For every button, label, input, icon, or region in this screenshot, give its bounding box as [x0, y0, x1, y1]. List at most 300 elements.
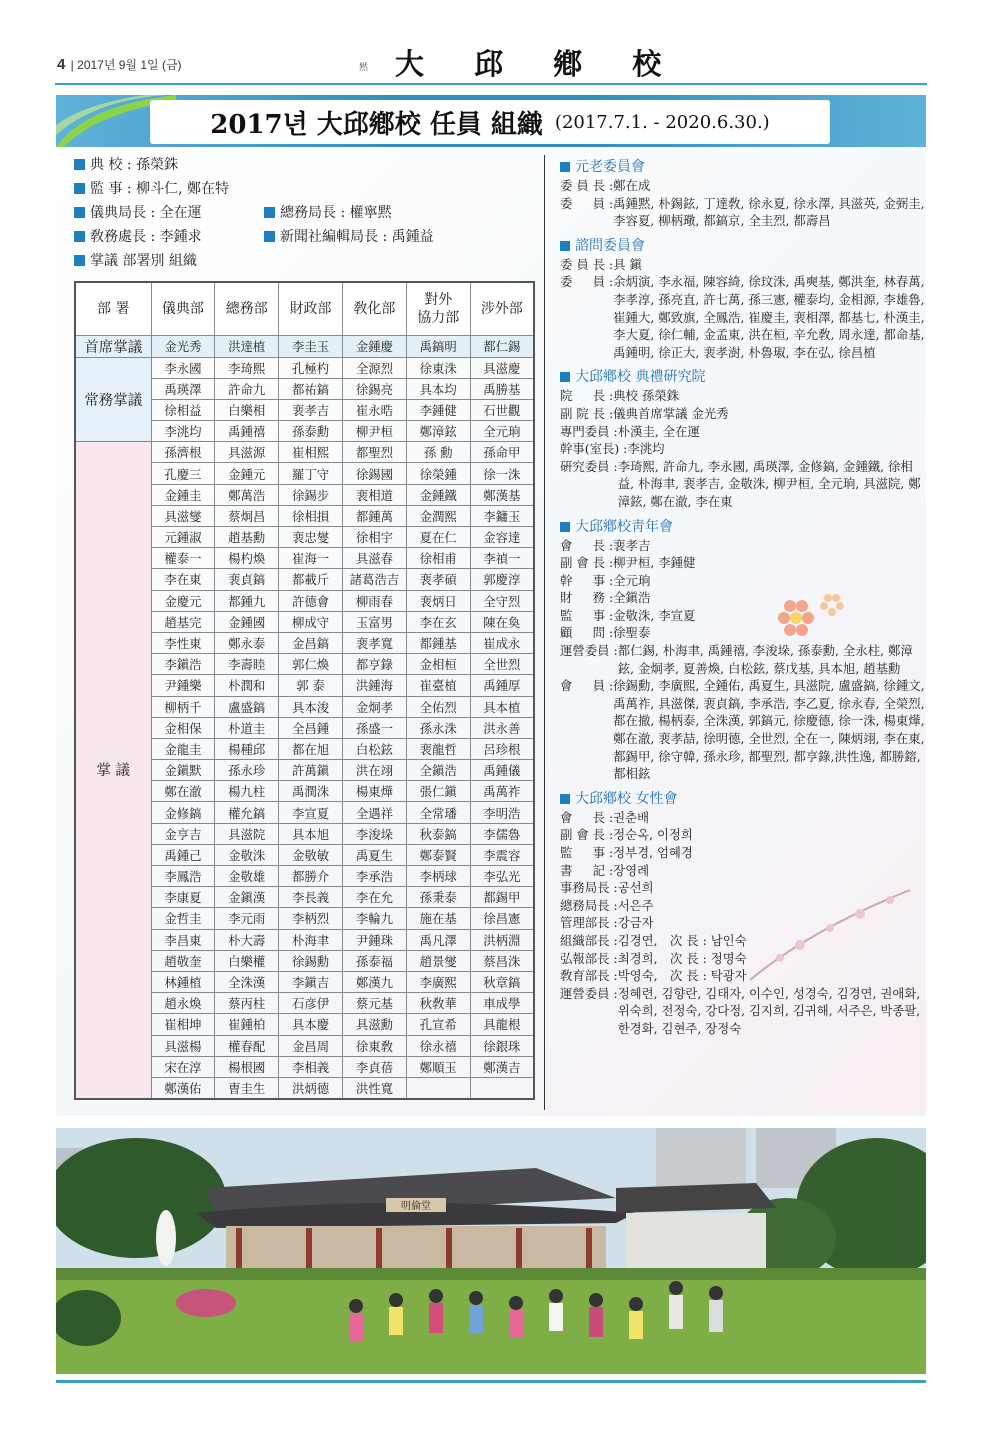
table-cell: 金鍾元	[215, 463, 279, 484]
entry-names: 서은주	[617, 897, 654, 913]
entry-names: 정순옥, 이정희	[613, 827, 693, 843]
table-cell: 朴潤和	[215, 675, 279, 696]
table-cell: 金鍾鐵	[406, 484, 470, 505]
col-header: 敎化部	[342, 282, 406, 335]
table-cell: 金昌周	[279, 1035, 343, 1056]
entry-role: 顧 問 :	[560, 625, 614, 641]
table-cell: 諸葛浩吉	[342, 569, 406, 590]
table-cell: 金修鎬	[151, 802, 215, 823]
entry-names: 장영례	[613, 862, 650, 878]
table-cell: 孔宣希	[406, 1014, 470, 1035]
table-cell: 郭慶淳	[470, 569, 534, 590]
dept-label: 常務掌議	[75, 357, 151, 442]
table-cell: 裵貞鎬	[215, 569, 279, 590]
col-header: 涉外部	[470, 282, 534, 335]
table-cell: 楊九柱	[215, 781, 279, 802]
table-cell: 金鎭漢	[215, 887, 279, 908]
table-cell: 裵炳日	[406, 590, 470, 611]
seal-mark: 黙	[359, 63, 369, 73]
table-cell: 鄭漢九	[342, 971, 406, 992]
table-cell: 徐錫國	[342, 463, 406, 484]
blossom-painting-decoration	[740, 870, 920, 990]
table-cell: 白樂權	[215, 950, 279, 971]
table-cell: 具滋院	[215, 823, 279, 844]
table-cell: 裵龍哲	[406, 738, 470, 759]
table-heading: 掌議 部署別 組織	[74, 249, 534, 273]
table-cell: 李永國	[151, 357, 215, 378]
table-cell: 徐一洙	[470, 463, 534, 484]
entry-names: 全鎭浩	[613, 590, 651, 606]
entry-names: 具 鎭	[613, 256, 642, 272]
entry-names: 鄭在成	[613, 178, 651, 193]
officer-jiaohua: 敎務處長 : 李鍾求	[74, 225, 264, 249]
table-cell: 權泰一	[151, 548, 215, 569]
table-cell: 全昌鍾	[279, 717, 343, 738]
table-row	[75, 357, 534, 378]
member-entry	[560, 458, 926, 511]
table-cell: 徐東敎	[342, 1035, 406, 1056]
table-cell: 都仁錫	[470, 335, 534, 357]
entry-role: 副 院 長 :	[560, 405, 614, 421]
entry-role: 會 員 :	[560, 678, 614, 694]
entry-role: 事務局長 :	[560, 880, 618, 896]
table-cell: 都錫甲	[470, 887, 534, 908]
table-cell: 孔極杓	[279, 357, 343, 378]
entry-role: 組織部長 :	[560, 932, 618, 948]
table-cell	[406, 1077, 470, 1098]
table-cell: 白樂相	[215, 399, 279, 420]
table-cell: 全守烈	[470, 590, 534, 611]
table-cell: 金昌鎬	[279, 632, 343, 653]
table-cell: 禹鍾己	[151, 844, 215, 865]
square-bullet-icon	[560, 522, 570, 532]
table-cell: 禹鍾厚	[470, 675, 534, 696]
entry-role: 運營委員 :	[560, 643, 618, 659]
table-cell: 禹潤洙	[279, 781, 343, 802]
entry-role: 副 會 長 :	[560, 827, 614, 843]
square-bullet-icon	[560, 794, 570, 804]
table-cell: 具滋源	[215, 442, 279, 463]
member-entry	[560, 273, 926, 361]
table-cell: 具本慶	[279, 1014, 343, 1035]
entry-names: 정부경, 엄혜경	[613, 845, 693, 860]
square-bullet-icon	[74, 231, 85, 242]
table-cell: 鄭漢佑	[151, 1077, 215, 1098]
square-bullet-icon	[74, 207, 85, 218]
table-cell: 禹凡澤	[406, 929, 470, 950]
table-cell: 金鍾圭	[151, 484, 215, 505]
table-cell: 李元雨	[215, 908, 279, 929]
table-cell: 楊種邱	[215, 738, 279, 759]
table-cell: 呂珍根	[470, 738, 534, 759]
table-cell: 張仁鎭	[406, 781, 470, 802]
table-cell: 楊東燁	[342, 781, 406, 802]
member-entry	[560, 405, 926, 423]
col-header: 總務部	[215, 282, 279, 335]
entry-role: 管理部長 :	[560, 915, 618, 931]
table-cell: 全洙漢	[215, 971, 279, 992]
table-cell: 元鍾淑	[151, 527, 215, 548]
table-cell: 李昌東	[151, 929, 215, 950]
entry-role: 專門委員 :	[560, 423, 618, 439]
table-cell: 徐錫步	[279, 484, 343, 505]
footer-rule	[56, 1380, 926, 1383]
page-title: 2017년 大邱鄕校 任員 組織	[210, 109, 543, 140]
table-cell: 孔慶三	[151, 463, 215, 484]
table-cell: 李洮均	[151, 421, 215, 442]
officers-block	[74, 153, 534, 273]
table-cell: 李鳳浩	[151, 866, 215, 887]
entry-role: 書 記 :	[560, 862, 614, 878]
square-bullet-icon	[560, 241, 570, 251]
table-cell: 李宣夏	[279, 802, 343, 823]
table-cell: 趙基完	[151, 611, 215, 632]
table-cell: 金相保	[151, 717, 215, 738]
table-cell: 趙永煥	[151, 993, 215, 1014]
table-cell: 徐相益	[151, 399, 215, 420]
table-cell: 都在旭	[279, 738, 343, 759]
officer-jian: 監 事 : 柳斗仁, 鄭在特	[74, 177, 534, 201]
table-cell: 全遇祥	[342, 802, 406, 823]
table-cell: 楊杓煥	[215, 548, 279, 569]
table-cell: 郭 泰	[279, 675, 343, 696]
table-cell: 崔相坤	[151, 1014, 215, 1035]
roster-table	[74, 281, 535, 1100]
table-cell: 李貞蓓	[342, 1056, 406, 1077]
square-bullet-icon	[74, 159, 85, 170]
table-cell: 孫濟根	[151, 442, 215, 463]
table-cell: 都亨錄	[342, 654, 406, 675]
table-cell: 裵孝吉	[279, 399, 343, 420]
table-cell: 朴道圭	[215, 717, 279, 738]
entry-names: 공선희	[617, 880, 654, 896]
table-cell: 鄭萬浩	[215, 484, 279, 505]
table-cell: 夏在仁	[406, 527, 470, 548]
officer-yidian: 儀典局長 : 全在運	[74, 201, 264, 225]
table-cell: 施在基	[406, 908, 470, 929]
table-cell: 李儒魯	[470, 823, 534, 844]
table-cell: 金亨吉	[151, 823, 215, 844]
table-cell: 裵相道	[342, 484, 406, 505]
entry-names: 최경희, 次 長 : 정명숙	[617, 950, 747, 966]
table-cell: 柳雨春	[342, 590, 406, 611]
table-cell: 禹勝基	[470, 378, 534, 399]
member-entry	[560, 423, 926, 441]
table-cell: 許萬鎭	[279, 760, 343, 781]
square-bullet-icon	[264, 231, 275, 242]
entry-names: 典校 孫榮銖	[613, 388, 680, 404]
entry-role: 院 長 :	[560, 388, 614, 404]
member-entry	[560, 607, 926, 625]
member-entry	[560, 256, 926, 274]
square-bullet-icon	[264, 207, 275, 218]
table-cell: 洪性寬	[342, 1077, 406, 1098]
table-cell: 蔡元基	[342, 993, 406, 1014]
member-entry	[560, 554, 926, 572]
entry-names: 徐聖泰	[613, 625, 651, 641]
entry-names: 都仁錫, 朴海聿, 禹鍾禧, 李浚垛, 孫泰勳, 全永柱, 鄭漳鉉, 金炯孝, 夏善煥, 白松鉉, 蔡戊基, 具本旭, 趙基勳	[617, 643, 913, 676]
table-cell: 全元珦	[470, 421, 534, 442]
table-cell: 李圭玉	[279, 335, 343, 357]
member-entry	[560, 177, 926, 195]
table-cell: 鄭在澈	[151, 781, 215, 802]
table-row	[75, 335, 534, 357]
entry-role: 幹事(室長) :	[560, 441, 628, 457]
table-cell: 禹鍾儀	[470, 760, 534, 781]
entry-role: 弘報部長 :	[560, 950, 618, 966]
member-entry	[560, 387, 926, 405]
col-header: 對外 協力部	[406, 282, 470, 335]
entry-names: 김경연, 次 長 : 남인숙	[617, 932, 747, 948]
entry-role: 委 員 長 :	[560, 178, 614, 193]
table-cell: 孫命甲	[470, 442, 534, 463]
table-cell: 金龍圭	[151, 738, 215, 759]
table-cell: 陳在奐	[470, 611, 534, 632]
table-cell: 李相義	[279, 1056, 343, 1077]
entry-names: 李洮均	[627, 441, 665, 457]
table-cell: 柳成守	[279, 611, 343, 632]
section-title: 諮問委員會	[560, 236, 926, 256]
table-cell: 曺圭生	[215, 1077, 279, 1098]
member-entry	[560, 809, 926, 827]
table-cell: 全世烈	[470, 654, 534, 675]
table-cell: 李在允	[342, 887, 406, 908]
table-cell: 都勝介	[279, 866, 343, 887]
table-cell: 徐昌憲	[470, 908, 534, 929]
officer-dian: 典 校 : 孫榮銖	[74, 153, 534, 177]
table-cell: 鄭泰賢	[406, 844, 470, 865]
table-cell: 孫盛一	[342, 717, 406, 738]
section-title: 大邱鄕校靑年會	[560, 517, 926, 537]
table-cell: 羅丁守	[279, 463, 343, 484]
table-cell: 趙景燮	[406, 950, 470, 971]
entry-role: 幹 事 :	[560, 572, 614, 588]
table-cell: 鄭順玉	[406, 1056, 470, 1077]
table-cell: 孫 勳	[406, 442, 470, 463]
table-cell: 李鏞玉	[470, 505, 534, 526]
table-cell: 權春配	[215, 1035, 279, 1056]
entry-names: 裵孝吉	[613, 537, 651, 553]
table-cell: 李性東	[151, 632, 215, 653]
table-cell: 具滋楊	[151, 1035, 215, 1056]
col-header: 儀典部	[151, 282, 215, 335]
table-cell: 柳柄千	[151, 696, 215, 717]
table-cell: 洪柄淵	[470, 929, 534, 950]
table-cell: 林鍾植	[151, 971, 215, 992]
table-cell: 裵忠燮	[279, 527, 343, 548]
page-info: 4 | 2017년 9월 1일 (금)	[57, 56, 182, 73]
table-cell: 許命九	[215, 378, 279, 399]
entry-role: 委 員 長 :	[560, 256, 614, 272]
table-cell: 李承浩	[342, 866, 406, 887]
table-cell: 權允鎬	[215, 802, 279, 823]
table-cell: 李壽睦	[215, 654, 279, 675]
table-cell: 崔永晧	[342, 399, 406, 420]
table-cell: 全鎭浩	[406, 760, 470, 781]
table-cell: 金相桓	[406, 654, 470, 675]
table-cell: 朴大壽	[215, 929, 279, 950]
entry-names: 全元珦	[613, 572, 651, 588]
table-cell: 禹鍾禧	[215, 421, 279, 442]
table-cell	[470, 1077, 534, 1098]
table-cell: 許德會	[279, 590, 343, 611]
table-cell: 柳尹桓	[342, 421, 406, 442]
table-header-row	[75, 282, 534, 335]
table-cell: 全源烈	[342, 357, 406, 378]
table-cell: 李琦熙	[215, 357, 279, 378]
table-cell: 徐相宇	[342, 527, 406, 548]
table-cell: 秋敎華	[406, 993, 470, 1014]
table-cell: 孫秉泰	[406, 887, 470, 908]
table-cell: 金哲圭	[151, 908, 215, 929]
table-cell: 蔡昌洙	[470, 950, 534, 971]
table-cell: 楊根國	[215, 1056, 279, 1077]
member-entry	[560, 624, 926, 642]
col-header: 財政部	[279, 282, 343, 335]
table-cell: 孫永洙	[406, 717, 470, 738]
member-entry	[560, 195, 926, 230]
table-cell: 禹瑛澤	[151, 378, 215, 399]
table-cell: 鄭漳鉉	[406, 421, 470, 442]
entry-role: 敎育部長 :	[560, 968, 618, 984]
page-number: 4	[57, 56, 66, 73]
table-cell: 具滋勳	[342, 1014, 406, 1035]
table-cell: 鄭漢基	[470, 484, 534, 505]
entry-names: 余炳演, 李永福, 陳容綺, 徐玟洙, 禹奭基, 鄭洪奎, 林春萬, 李孝淳, 孫亮直, 許七萬, 孫三憲, 權泰均, 金相源, 李雄魯, 崔鍾大, 鄭致旗, 全鳳浩, 崔慶圭, 裵相澤, 都基七, 朴漢圭, 李大夏, 徐仁輔, 金孟東, 洪在桓, 辛允敎, 周永達, 都命基, 禹鍾明, 徐正大, 裵孝澍, 朴魯琡, 李在弘, 徐昌植	[613, 274, 925, 360]
table-cell: 趙基勳	[215, 527, 279, 548]
table-cell: 洪炳德	[279, 1077, 343, 1098]
entry-names: 禹鍾黙, 朴錫鉉, 丁達敎, 徐永夏, 徐永澤, 具滋英, 金弼圭, 李容夏, 柳柄璥, 都鎬京, 全圭烈, 都壽昌	[613, 195, 925, 229]
table-cell: 都鍾萬	[342, 505, 406, 526]
table-cell: 鄭永泰	[215, 632, 279, 653]
table-cell: 具本均	[406, 378, 470, 399]
entry-names: 徐錫勳, 李廣熙, 全鍾佑, 禹夏生, 具滋院, 盧盛鎬, 徐鍾文, 禹萬祚, 具滋傑, 裵貞鎬, 李承浩, 李乙夏, 徐永春, 全榮烈, 都在撤, 楊柄泰, 全洙漢, 郭鎬元, 徐慶德, 徐一洙, 楊東燁, 鄭在澈, 裵孝喆, 徐明德, 全世烈, 全在一, 陳炳翊, 李在東, 都錫甲, 徐守韓, 孫永珍, 都聖烈, 都亨錄,洪性逸, 都勝鎔, 都相鉉	[613, 678, 925, 782]
table-cell: 崔臺植	[406, 675, 470, 696]
table-cell: 尹鍾珠	[342, 929, 406, 950]
table-cell: 全佑烈	[406, 696, 470, 717]
entry-names: 朴漢圭, 全在運	[617, 423, 700, 439]
table-cell: 洪永善	[470, 717, 534, 738]
member-entry	[560, 642, 926, 677]
table-cell: 李長義	[279, 887, 343, 908]
table-cell: 崔成永	[470, 632, 534, 653]
table-cell: 金光秀	[151, 335, 215, 357]
member-entry	[560, 537, 926, 555]
table-cell: 具龍根	[470, 1014, 534, 1035]
table-cell: 秋章鎬	[470, 971, 534, 992]
member-entry	[560, 572, 926, 590]
issue-date: 2017년 9월 1일 (금)	[77, 58, 182, 72]
table-cell: 都載斤	[279, 569, 343, 590]
table-cell: 徐相損	[279, 505, 343, 526]
table-cell: 都鍾基	[406, 632, 470, 653]
entry-role: 副 會 長 :	[560, 555, 614, 571]
table-cell: 崔海一	[279, 548, 343, 569]
table-cell: 禹萬祚	[470, 781, 534, 802]
table-cell: 徐銀珠	[470, 1035, 534, 1056]
table-cell: 具本旭	[279, 823, 343, 844]
table-cell: 徐錫亮	[342, 378, 406, 399]
table-cell: 秋泰鎬	[406, 823, 470, 844]
col-header-dept: 部 署	[75, 282, 151, 335]
table-cell: 尹鍾樂	[151, 675, 215, 696]
member-entry	[560, 844, 926, 862]
table-cell: 崔相熙	[279, 442, 343, 463]
dept-label: 掌 議	[75, 442, 151, 1099]
entry-role: 監 事 :	[560, 607, 614, 623]
member-entry	[560, 677, 926, 783]
table-cell: 金潤熙	[406, 505, 470, 526]
table-cell: 李弘光	[470, 866, 534, 887]
page-header	[55, 47, 927, 81]
table-cell: 車成學	[470, 993, 534, 1014]
entry-role: 會 長 :	[560, 809, 614, 825]
table-cell: 石彦伊	[279, 993, 343, 1014]
entry-names: 권춘배	[613, 809, 650, 825]
table-cell: 石世觀	[470, 399, 534, 420]
table-cell: 郭仁煥	[279, 654, 343, 675]
term-period: (2017.7.1. - 2020.6.30.)	[554, 111, 770, 133]
officer-xinwen: 新聞社編輯局長 : 禹鍾益	[264, 225, 534, 249]
table-cell: 蔡丙柱	[215, 993, 279, 1014]
table-cell: 具滋春	[342, 548, 406, 569]
table-cell: 李鎭吉	[279, 971, 343, 992]
square-bullet-icon	[74, 183, 85, 194]
masthead: 大 邱 鄕 校	[395, 47, 682, 81]
section-title: 元老委員會	[560, 157, 926, 177]
hall-signboard: 明倫堂	[401, 1201, 431, 1212]
table-cell: 都鍾九	[215, 590, 279, 611]
table-cell: 孫永珍	[215, 760, 279, 781]
entry-names: 강금자	[617, 915, 654, 931]
header-rule	[55, 83, 927, 85]
table-cell: 禹夏生	[342, 844, 406, 865]
entry-role: 總務局長 :	[560, 897, 618, 913]
member-entry	[560, 440, 926, 458]
member-entry	[560, 985, 926, 1038]
table-cell: 金敬敏	[279, 844, 343, 865]
table-cell: 金鍾國	[215, 611, 279, 632]
table-cell: 李在玄	[406, 611, 470, 632]
table-cell: 全常璠	[406, 802, 470, 823]
table-cell: 洪鍾海	[342, 675, 406, 696]
square-bullet-icon	[74, 255, 85, 266]
table-cell: 李明浩	[470, 802, 534, 823]
table-cell: 徐榮鍾	[406, 463, 470, 484]
table-cell: 金慶元	[151, 590, 215, 611]
table-row	[75, 442, 534, 463]
entry-role: 委 員 :	[560, 274, 614, 290]
table-cell: 孫泰勳	[279, 421, 343, 442]
table-cell: 李浚垛	[342, 823, 406, 844]
dept-label: 首席掌議	[75, 335, 151, 357]
entry-role: 運營委員 :	[560, 985, 618, 1001]
table-cell: 徐東洙	[406, 357, 470, 378]
table-cell: 玉富男	[342, 611, 406, 632]
table-cell: 李康夏	[151, 887, 215, 908]
table-cell: 孫泰福	[342, 950, 406, 971]
table-cell: 都聖烈	[342, 442, 406, 463]
entry-names: 儀典首席掌議 金光秀	[613, 405, 729, 421]
table-cell: 徐永禧	[406, 1035, 470, 1056]
table-cell: 金敬洙	[215, 844, 279, 865]
table-cell: 徐相甫	[406, 548, 470, 569]
table-cell: 洪在翊	[342, 760, 406, 781]
table-cell: 李鎭浩	[151, 654, 215, 675]
entry-names: 박영숙, 次 長 : 탁광자	[617, 968, 747, 984]
entry-role: 硏究委員 :	[560, 458, 618, 474]
table-cell: 崔鍾柏	[215, 1014, 279, 1035]
